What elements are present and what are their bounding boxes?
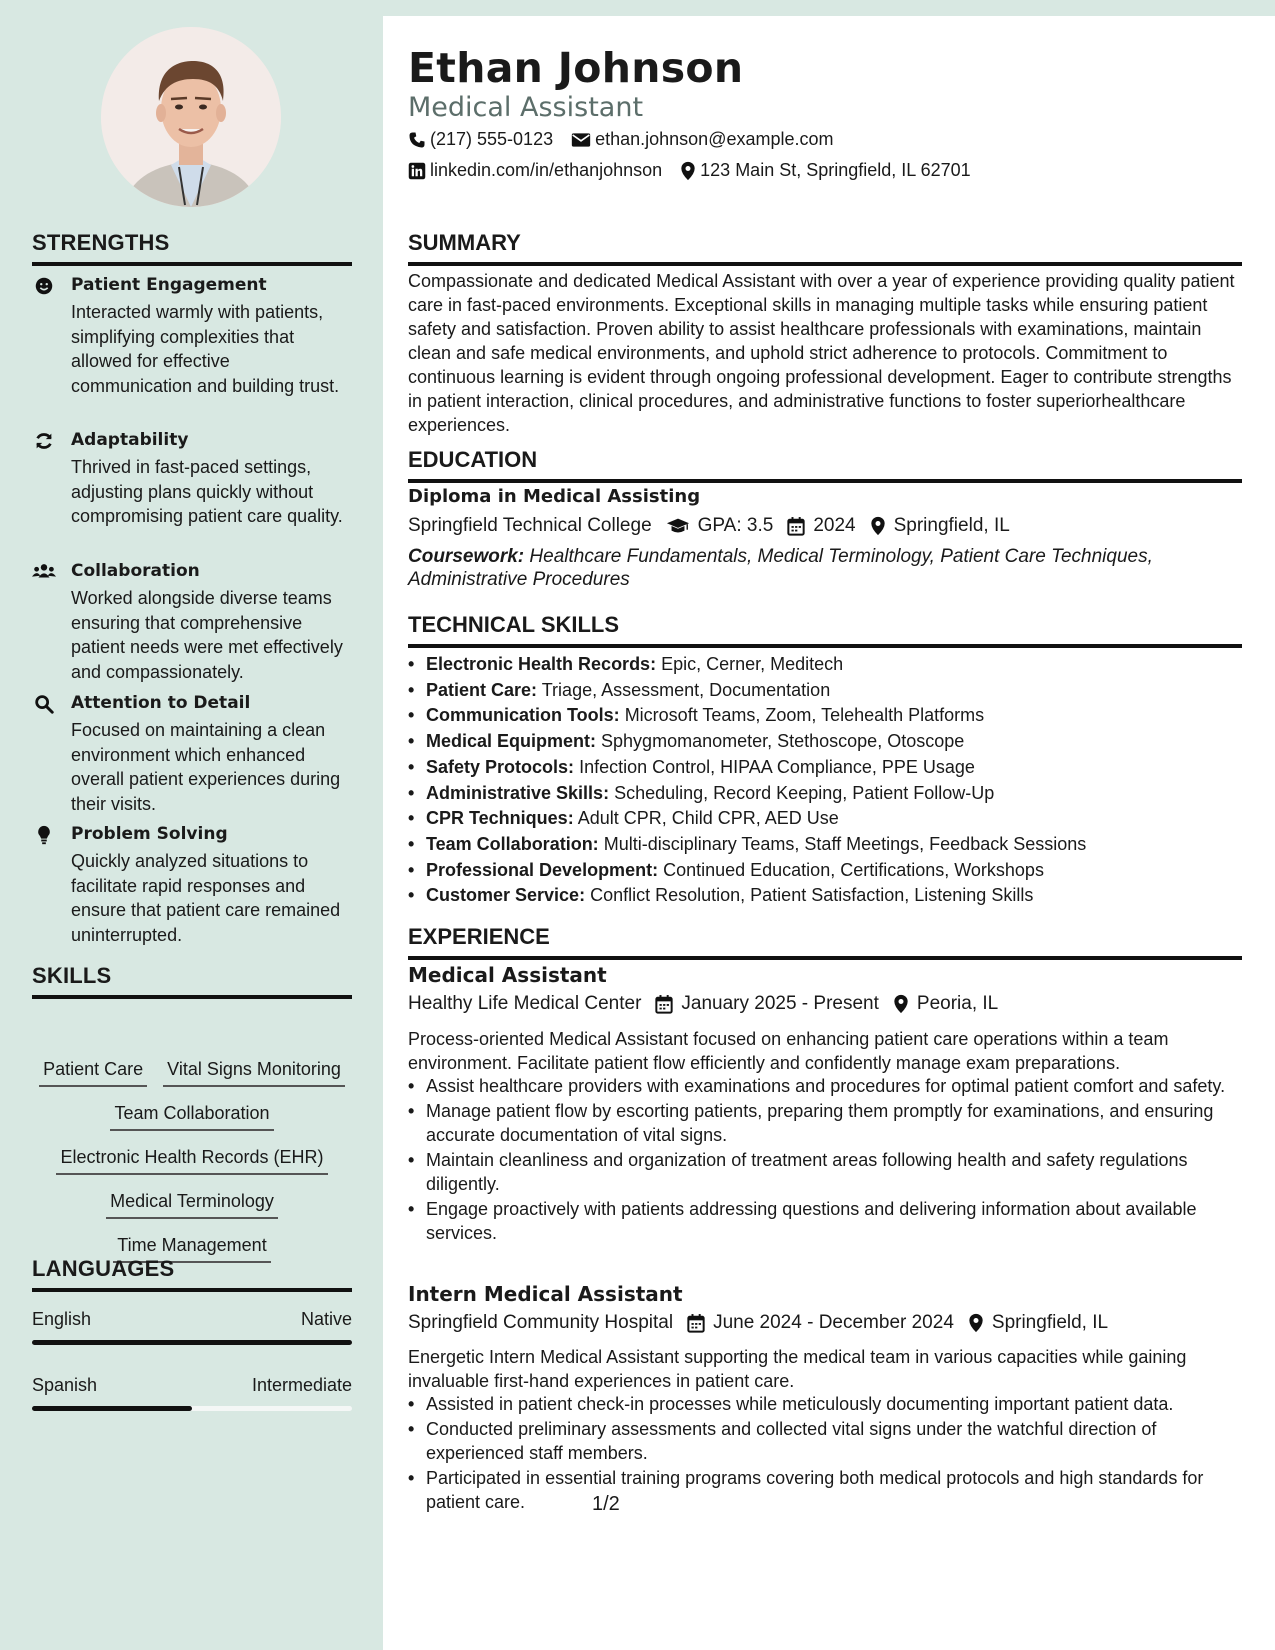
- skill-tag: Time Management: [113, 1233, 270, 1263]
- phone-icon: [408, 131, 426, 149]
- coursework: [408, 545, 1242, 591]
- languages-heading: LANGUAGES: [32, 1256, 352, 1292]
- list-item: • Conducted preliminary assessments and collected vital signs under the watchful direction of experienced staff members.: [408, 1417, 1242, 1465]
- lightbulb-icon: [32, 824, 56, 846]
- skill-tag: Vital Signs Monitoring: [163, 1057, 345, 1087]
- strength-adaptability: [32, 429, 352, 529]
- phone-number: (217) 555-0123: [430, 129, 554, 149]
- strength-title: Attention to Detail: [71, 693, 251, 713]
- smile-icon: [32, 275, 56, 297]
- profile-photo: [101, 27, 281, 207]
- graduation-year: 2024: [813, 515, 856, 536]
- job-summary: Process-oriented Medical Assistant focused on enhancing patient care operations within a team environment. Facilitate patient flow efficiently and confidently manage exam preparations.: [408, 1029, 1169, 1073]
- skill-tag: Team Collaboration: [110, 1101, 273, 1131]
- job-location: Springfield, IL: [991, 1312, 1109, 1333]
- strength-desc: Interacted warmly with patients, simplifying complexities that allowed for effective communication and building trust.: [71, 302, 340, 396]
- coursework-label: Coursework:: [408, 546, 525, 567]
- skill-tag: Electronic Health Records (EHR): [56, 1145, 327, 1175]
- job-bullets: [408, 1074, 1242, 1246]
- job-meta-1: [408, 993, 1012, 1015]
- job-dates: January 2025 - Present: [681, 993, 879, 1014]
- list-item: • Customer Service: Conflict Resolution, Patient Satisfaction, Listening Skills: [408, 883, 1242, 909]
- technical-skills-list: [408, 652, 1242, 909]
- job-summary: Energetic Intern Medical Assistant supporting the medical team in various capacities while gaining invaluable first-hand experiences in patient care.: [408, 1347, 1187, 1391]
- list-item: • CPR Techniques: Adult CPR, Child CPR, AED Use: [408, 806, 1242, 832]
- strength-title: Collaboration: [71, 561, 200, 581]
- list-item: • Assisted in patient check-in processes while meticulously documenting important patient data.: [408, 1392, 1242, 1416]
- summary-heading: SUMMARY: [408, 230, 1242, 266]
- list-item: • Participated in essential training programs covering both medical protocols and high standards for patient care.: [408, 1466, 1242, 1514]
- page-number: 1/2: [592, 1493, 620, 1515]
- language-spanish: [32, 1375, 352, 1411]
- language-level: Intermediate: [251, 1375, 352, 1395]
- strength-collaboration: [32, 560, 352, 684]
- strength-patient-engagement: [32, 274, 352, 398]
- gpa: GPA: 3.5: [697, 515, 774, 536]
- proficiency-fill: [32, 1340, 352, 1345]
- calendar-icon: [787, 517, 805, 536]
- strength-problem-solving: [32, 823, 352, 947]
- email-link[interactable]: ethan.johnson@example.com: [595, 129, 834, 149]
- calendar-icon: [687, 1314, 705, 1333]
- language-name: English: [32, 1309, 92, 1329]
- skill-tag: Medical Terminology: [106, 1189, 278, 1219]
- summary-text: Compassionate and dedicated Medical Assistant with over a year of experience providing quality patient care in fast-paced environments. Exceptional skills in managing multiple tasks while ensuring patient safety and satisfaction. Proven ability to assist healthcare professionals with examinations, maintain clean and safe medical environments, and uphold strict adherence to protocols. Commitment to continuous learning is evident through ongoing professional development. Eager to contribute strengths in patient interaction, clinical procedures, and administrative functions to foster superiorhealthcare experiences.: [408, 271, 1235, 435]
- proficiency-bar: [32, 1340, 352, 1345]
- calendar-icon: [655, 995, 673, 1014]
- strengths-heading: STRENGTHS: [32, 230, 352, 266]
- degree: Diploma in Medical Assisting: [408, 486, 701, 507]
- map-pin-icon: [870, 516, 886, 536]
- map-pin-icon: [680, 161, 696, 181]
- list-item: • Engage proactively with patients addressing questions and delivering information about available services.: [408, 1197, 1242, 1245]
- job-title-1: Medical Assistant: [408, 963, 607, 987]
- language-name: Spanish: [32, 1375, 98, 1395]
- list-item: • Communication Tools: Microsoft Teams, Zoom, Telehealth Platforms: [408, 703, 1242, 729]
- education-heading: EDUCATION: [408, 447, 1242, 483]
- main-content: [383, 16, 1275, 1650]
- graduation-cap-icon: [666, 517, 690, 535]
- job-location: Peoria, IL: [916, 993, 999, 1014]
- experience-heading: EXPERIENCE: [408, 924, 1242, 960]
- contact-row-1: [408, 129, 852, 150]
- sidebar: [0, 0, 383, 1650]
- strength-desc: Focused on maintaining a clean environment which enhanced overall patient experiences during their visits.: [71, 720, 341, 814]
- strength-title: Patient Engagement: [71, 275, 267, 295]
- list-item: • Administrative Skills: Scheduling, Record Keeping, Patient Follow-Up: [408, 781, 1242, 807]
- list-item: • Team Collaboration: Multi-disciplinary Teams, Staff Meetings, Feedback Sessions: [408, 832, 1242, 858]
- contact-row-2: [408, 160, 989, 181]
- list-item: • Maintain cleanliness and organization of treatment areas following health and safety regulations diligently.: [408, 1148, 1242, 1196]
- job-bullets: [408, 1392, 1242, 1515]
- company: Springfield Community Hospital: [408, 1312, 674, 1333]
- skills-heading: SKILLS: [32, 963, 352, 999]
- education-location: Springfield, IL: [893, 515, 1010, 536]
- linkedin-link[interactable]: linkedin.com/in/ethanjohnson: [430, 160, 663, 180]
- strength-title: Adaptability: [71, 430, 189, 450]
- strength-attention-to-detail: [32, 692, 352, 816]
- list-item: • Safety Protocols: Infection Control, HIPAA Compliance, PPE Usage: [408, 755, 1242, 781]
- coursework-list: Healthcare Fundamentals, Medical Terminology, Patient Care Techniques, Administrative Procedures: [408, 546, 1153, 590]
- list-item: • Professional Development: Continued Education, Certifications, Workshops: [408, 858, 1242, 884]
- strength-desc: Worked alongside diverse teams ensuring that comprehensive patient needs were met effectively and compassionately.: [71, 588, 343, 682]
- strength-title: Problem Solving: [71, 824, 228, 844]
- list-item: • Electronic Health Records: Epic, Cerner, Meditech: [408, 652, 1242, 678]
- candidate-name: Ethan Johnson: [408, 44, 744, 92]
- users-icon: [32, 561, 56, 583]
- linkedin-icon: [408, 162, 426, 180]
- job-dates: June 2024 - December 2024: [713, 1312, 954, 1333]
- proficiency-fill: [32, 1406, 192, 1411]
- proficiency-bar: [32, 1406, 352, 1411]
- map-pin-icon: [893, 994, 909, 1014]
- school: Springfield Technical College: [408, 515, 652, 536]
- company: Healthy Life Medical Center: [408, 993, 642, 1014]
- list-item: • Patient Care: Triage, Assessment, Documentation: [408, 678, 1242, 704]
- list-item: • Manage patient flow by escorting patients, preparing them promptly for examinations, and ensuring accurate documentation of vital signs.: [408, 1099, 1242, 1147]
- job-meta-2: [408, 1312, 1122, 1334]
- strength-desc: Quickly analyzed situations to facilitate rapid responses and ensure that patient care remained uninterrupted.: [71, 851, 341, 945]
- map-pin-icon: [968, 1313, 984, 1333]
- skills-list: [28, 1057, 356, 1277]
- technical-skills-heading: TECHNICAL SKILLS: [408, 612, 1242, 648]
- list-item: • Medical Equipment: Sphygmomanometer, Stethoscope, Otoscope: [408, 729, 1242, 755]
- sync-icon: [32, 430, 56, 452]
- language-level: Native: [300, 1309, 352, 1329]
- search-icon: [32, 693, 56, 715]
- skill-tag: Patient Care: [39, 1057, 147, 1087]
- envelope-icon: [571, 132, 591, 148]
- education-meta: [408, 515, 1024, 537]
- address: 123 Main St, Springfield, IL 62701: [700, 160, 971, 180]
- job-title: Medical Assistant: [408, 92, 644, 123]
- language-english: [32, 1309, 352, 1345]
- list-item: • Assist healthcare providers with examinations and procedures for optimal patient comfort and safety.: [408, 1074, 1242, 1098]
- job-title-2: Intern Medical Assistant: [408, 1282, 683, 1306]
- strength-desc: Thrived in fast-paced settings, adjusting plans quickly without compromising patient care quality.: [71, 457, 343, 526]
